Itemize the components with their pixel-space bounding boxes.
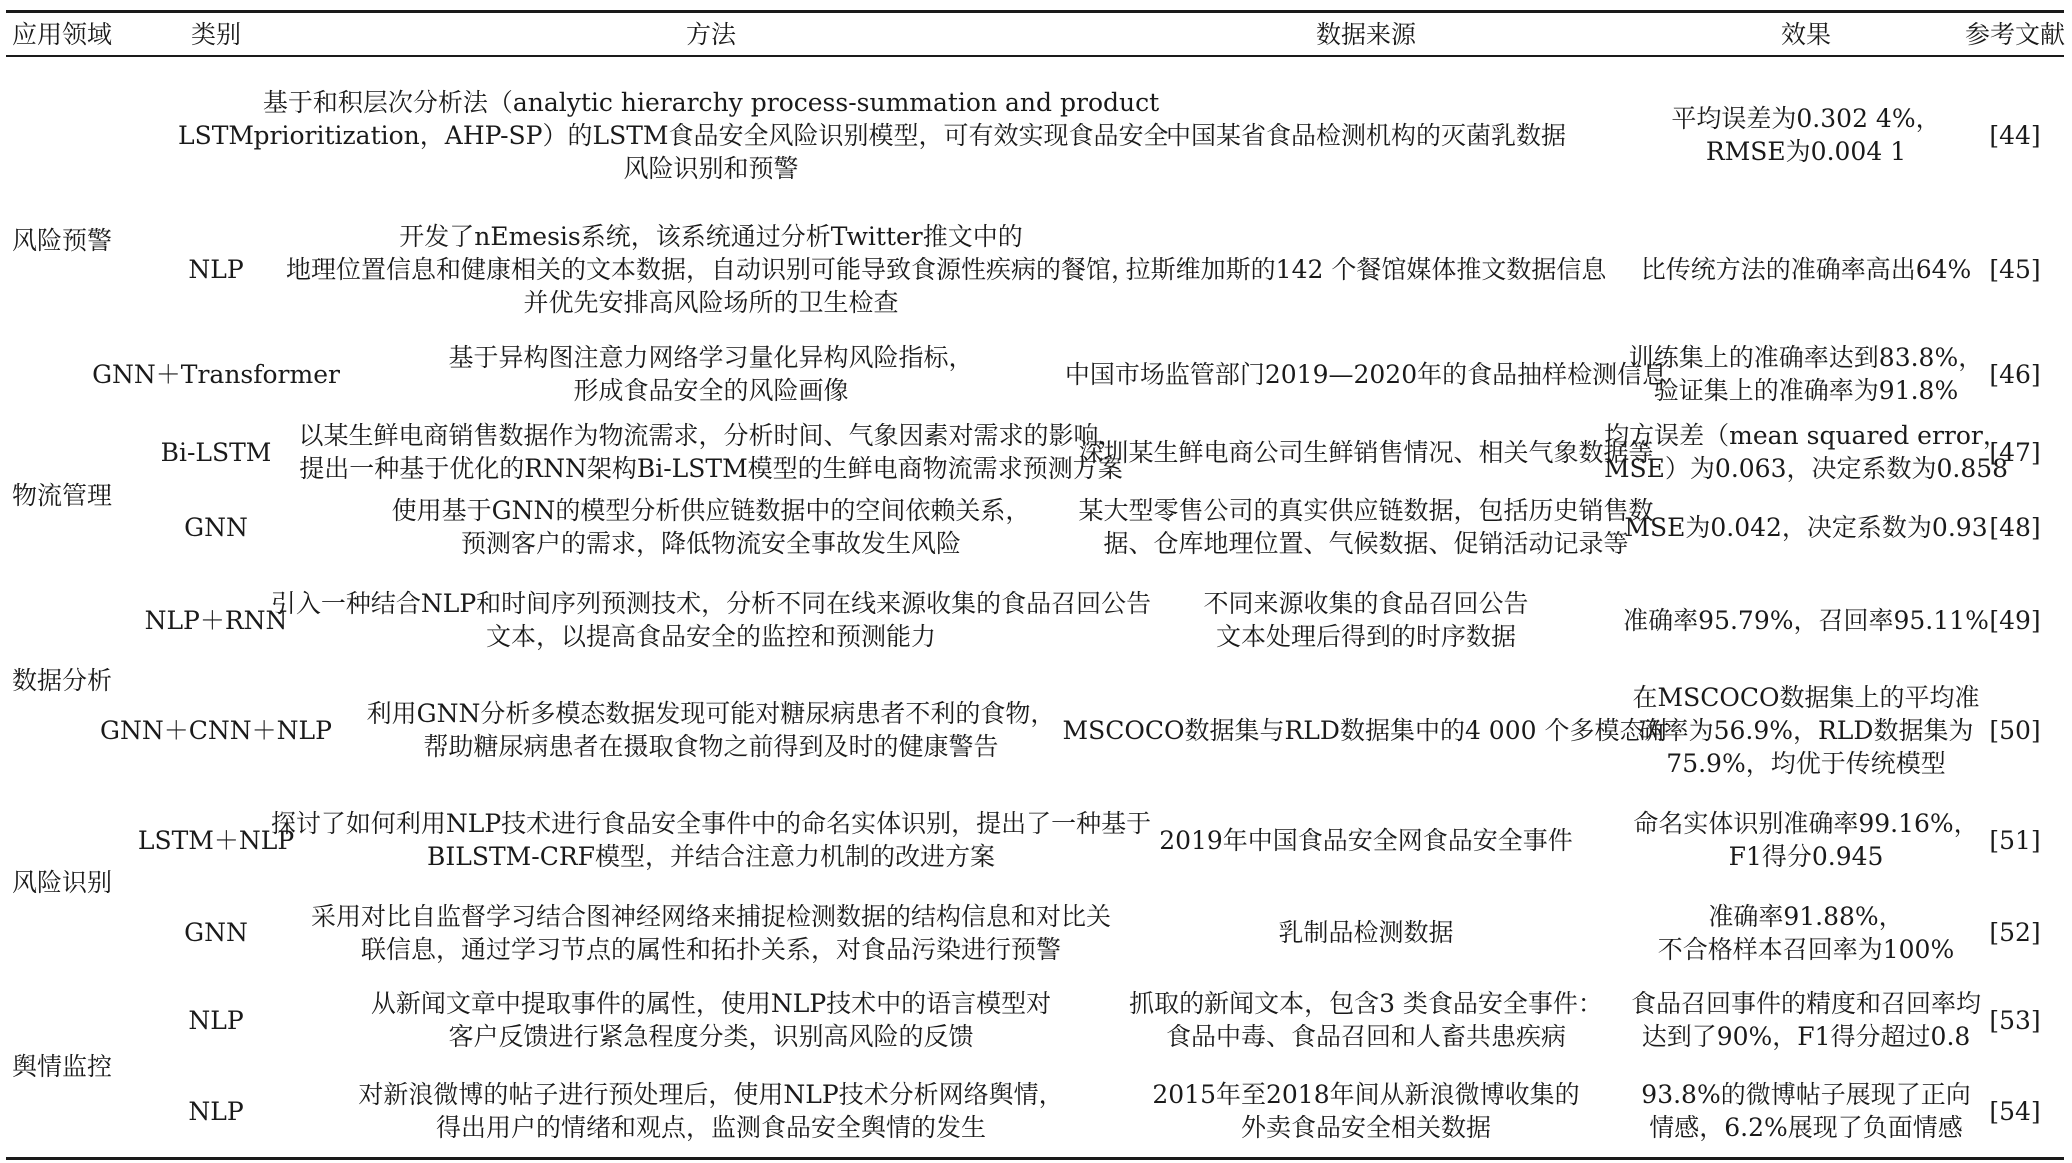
source-cell: [1096, 570, 1636, 670]
source-cell: [1064, 328, 1668, 420]
category-cell-text: [92, 358, 340, 391]
source-line: 拉斯维加斯的142 个餐馆媒体推文数据信息: [1125, 254, 1607, 284]
domain-label: 舆情监控: [12, 1051, 113, 1081]
domain-cell: [6, 570, 121, 790]
method-line: 采用对比自监督学习结合图神经网络来捕捉检测数据的结构信息和对比关: [311, 901, 1112, 931]
effect-cell-text: [1623, 604, 1989, 637]
source-cell: [1096, 210, 1636, 328]
source-line: 抓取的新闻文本，包含3 类食品安全事件：: [1129, 989, 1603, 1018]
reference-cell-text: [1989, 511, 2040, 544]
reference-cell: [1966, 890, 2064, 975]
category-line: NLP: [188, 1096, 244, 1126]
effect-cell: [1636, 1065, 1976, 1157]
method-line: 以某生鲜电商销售数据作为物流需求，分析时间、气象因素对需求的影响，: [298, 421, 1124, 450]
method-cell-text: [367, 697, 1056, 763]
domain-cell-text: [12, 866, 112, 899]
reference-cell-text: [1989, 1004, 2040, 1037]
header-cell-text: [12, 18, 112, 51]
source-cell: [1096, 975, 1636, 1065]
header-cell: [1096, 13, 1636, 55]
source-line: 深圳某生鲜电商公司生鲜销售情况、相关气象数据等: [1078, 437, 1654, 467]
reference-cell: [1966, 570, 2064, 670]
category-cell-text: [184, 511, 248, 544]
reference-line: [44]: [1989, 120, 2041, 150]
reference-cell-text: [1989, 714, 2040, 747]
effect-line: F1得分0.945: [1728, 842, 1884, 871]
source-line: 乳制品检测数据: [1278, 918, 1454, 947]
source-line: MSCOCO数据集与RLD数据集中的4 000 个多模态对: [1062, 715, 1670, 745]
method-cell-text: [358, 1078, 1063, 1144]
method-line: 开发了nEmesis系统，该系统通过分析Twitter推文中的: [399, 221, 1023, 251]
reference-cell: [1966, 670, 2064, 790]
method-cell-text: [299, 419, 1124, 485]
category-cell: [92, 328, 340, 420]
reference-line: [53]: [1989, 1005, 2041, 1035]
effect-cell: [1631, 975, 1982, 1065]
method-line: 客户反馈进行紧急程度分类，识别高风险的反馈: [448, 1022, 974, 1051]
method-line: 引入一种结合NLP和时间序列预测技术，分析不同在线来源收集的食品召回公告: [270, 589, 1152, 618]
category-cell-text: [178, 119, 254, 152]
category-cell: [100, 670, 332, 790]
effect-line: 准确率95.79%，召回率95.11%: [1623, 605, 1989, 635]
domain-label: 风险预警: [12, 225, 113, 255]
source-cell: [1096, 1065, 1636, 1157]
reference-cell: [1966, 1065, 2064, 1157]
header-label: 应用领域: [12, 19, 113, 49]
effect-cell-text: [1658, 900, 1954, 966]
method-line: 对新浪微博的帖子进行预处理后，使用NLP技术分析网络舆情，: [358, 1080, 1064, 1109]
method-cell: [298, 420, 1124, 484]
source-line: 据、仓库地理位置、气候数据、促销活动记录等: [1103, 529, 1629, 558]
effect-cell: [1632, 670, 1980, 790]
header-cell-text: [191, 18, 241, 51]
source-cell-text: [1278, 916, 1453, 949]
reference-line: [47]: [1989, 437, 2041, 467]
source-cell: [1078, 484, 1654, 570]
effect-cell: [1624, 484, 1988, 570]
header-label: 参考文献: [1965, 19, 2066, 49]
header-cell: [6, 13, 121, 55]
category-line: Bi-LSTM: [160, 437, 272, 467]
header-label: 类别: [190, 19, 241, 49]
category-cell: [106, 975, 326, 1065]
effect-line: 验证集上的准确率为91.8%: [1653, 376, 1959, 405]
reference-line: [48]: [1989, 512, 2041, 542]
method-line: prioritization，AHP-SP）的LSTM食品安全风险识别模型，可有效实现食品安全: [253, 120, 1169, 150]
method-line: 从新闻文章中提取事件的属性，使用NLP技术中的语言模型对: [370, 989, 1052, 1018]
domain-cell: [6, 420, 121, 570]
method-line: 利用GNN分析多模态数据发现可能对糖尿病患者不利的食物，: [366, 699, 1056, 728]
source-cell-text: [1152, 1078, 1579, 1144]
effect-cell: [1623, 570, 1989, 670]
reference-cell: [1966, 484, 2064, 570]
domain-cell-text: [12, 224, 112, 257]
reference-cell: [1966, 328, 2064, 420]
effect-line: MSE为0.042，决定系数为0.93: [1624, 512, 1988, 542]
method-cell-text: [271, 587, 1151, 653]
header-cell-text: [1965, 18, 2065, 51]
effect-cell: [1636, 890, 1976, 975]
reference-cell: [1966, 60, 2064, 210]
domain-cell: [6, 790, 121, 975]
effect-cell: [1636, 210, 1976, 328]
source-cell-text: [1079, 494, 1654, 560]
category-line: NLP: [188, 254, 244, 284]
effect-line: 均方误差（mean squared error，: [1604, 421, 2008, 450]
reference-cell-text: [1989, 436, 2040, 469]
source-cell-text: [1129, 987, 1603, 1053]
effect-cell: [1633, 790, 1979, 890]
method-line: 并优先安排高风险场所的卫生检查: [523, 287, 899, 317]
domain-cell-text: [12, 664, 112, 697]
header-cell: [1636, 13, 1976, 55]
header-cell-text: [686, 18, 736, 51]
category-cell-text: [188, 253, 243, 286]
category-line: LSTM: [177, 120, 254, 150]
effect-line: MSE）为0.063，决定系数为0.858: [1603, 454, 2009, 483]
category-line: LSTM＋NLP: [137, 825, 295, 855]
reference-cell: [1966, 420, 2064, 484]
method-line: 形成食品安全的风险画像: [573, 376, 849, 405]
source-line: 文本处理后得到的时序数据: [1215, 622, 1516, 651]
method-line: 风险识别和预警: [623, 153, 799, 183]
method-line: 基于异构图注意力网络学习量化异构风险指标，: [448, 343, 974, 372]
method-cell-text: [311, 900, 1111, 966]
header-label: 方法: [685, 19, 736, 49]
method-cell: [326, 1065, 1096, 1157]
effect-line: 在MSCOCO数据集上的平均准: [1632, 682, 1980, 712]
reference-line: [49]: [1989, 605, 2041, 635]
effect-cell: [1636, 60, 1976, 210]
effect-cell-text: [1624, 511, 1987, 544]
reference-cell: [1966, 210, 2064, 328]
reference-cell: [1966, 790, 2064, 890]
method-line: 得出用户的情绪和观点，监测食品安全舆情的发生: [435, 1113, 986, 1142]
effect-line: 93.8%的微博帖子展现了正向: [1641, 1080, 1971, 1109]
method-cell: [326, 484, 1096, 570]
method-line: 基于和积层次分析法（analytic hierarchy process-summation and product: [262, 87, 1160, 117]
source-cell-text: [1159, 824, 1573, 857]
source-line: 2015年至2018年间从新浪微博收集的: [1152, 1080, 1580, 1109]
category-line: NLP＋RNN: [144, 605, 288, 635]
method-cell-text: [271, 807, 1151, 873]
domain-label: 风险识别: [12, 868, 113, 897]
category-cell-text: [188, 1095, 243, 1128]
effect-cell-text: [1604, 419, 2008, 485]
effect-line: 准确率91.88%，: [1708, 901, 1904, 931]
effect-cell-text: [1629, 341, 1983, 407]
source-line: 食品中毒、食品召回和人畜共患疾病: [1165, 1022, 1566, 1051]
source-cell: [1062, 670, 1670, 790]
effect-line: 训练集上的准确率达到83.8%，: [1628, 343, 1984, 372]
domain-cell-text: [12, 1050, 112, 1083]
table-bottom-rule: [6, 1157, 2064, 1160]
source-cell: [1096, 890, 1636, 975]
method-cell-text: [448, 341, 973, 407]
method-cell: [270, 790, 1152, 890]
reference-cell-text: [1989, 253, 2040, 286]
reference-line: [51]: [1989, 825, 2041, 855]
source-line: 某大型零售公司的真实供应链数据，包括历史销售数: [1078, 496, 1654, 525]
method-cell: [270, 570, 1152, 670]
method-cell: [311, 890, 1112, 975]
effect-line: 确率为56.9%，RLD数据集为: [1638, 715, 1974, 745]
domain-cell: [6, 975, 121, 1157]
reference-line: [45]: [1989, 254, 2041, 284]
category-cell-text: [145, 604, 288, 637]
method-cell-text: [371, 987, 1051, 1053]
category-line: NLP: [188, 1005, 244, 1035]
category-cell: [106, 420, 326, 484]
reference-line: [54]: [1989, 1096, 2041, 1126]
source-cell-text: [1065, 358, 1667, 391]
source-line: 不同来源收集的食品召回公告: [1203, 589, 1529, 618]
reference-cell-text: [1989, 119, 2040, 152]
header-cell: [106, 13, 326, 55]
effect-line: 平均误差为0.302 4%，: [1671, 104, 1941, 133]
category-cell: [106, 890, 326, 975]
header-cell-text: [1781, 18, 1831, 51]
effect-line: 情感，6.2%展现了负面情感: [1649, 1113, 1963, 1142]
method-line: 地理位置信息和健康相关的文本数据，自动识别可能导致食源性疾病的餐馆，: [286, 254, 1137, 284]
reference-cell-text: [1989, 358, 2040, 391]
effect-cell-text: [1631, 987, 1981, 1053]
reference-cell-text: [1989, 916, 2040, 949]
method-line: BILSTM-CRF模型，并结合注意力机制的改进方案: [427, 842, 995, 871]
method-line: 预测客户的需求，降低物流安全事故发生风险: [460, 529, 961, 558]
effect-cell-text: [1633, 681, 1980, 780]
header-label: 数据来源: [1315, 19, 1416, 49]
method-line: 联信息，通过学习节点的属性和拓扑关系，对食品污染进行预警: [361, 934, 1062, 964]
method-line: 帮助糖尿病患者在摄取食物之前得到及时的健康警告: [423, 732, 999, 761]
method-line: 探讨了如何利用NLP技术进行食品安全事件中的命名实体识别，提出了一种基于: [270, 809, 1152, 838]
reference-cell-text: [1989, 1095, 2040, 1128]
method-cell: [326, 975, 1096, 1065]
domain-cell-text: [12, 479, 112, 512]
method-cell: [326, 328, 1096, 420]
category-cell-text: [184, 916, 248, 949]
category-cell: [106, 484, 326, 570]
method-cell: [253, 60, 1169, 210]
category-cell: [106, 1065, 326, 1157]
source-cell-text: [1126, 253, 1607, 286]
effect-line: 命名实体识别准确率99.16%，: [1633, 809, 1979, 838]
reference-cell-text: [1989, 604, 2040, 637]
category-cell-text: [188, 1004, 243, 1037]
source-line: 中国某省食品检测机构的灭菌乳数据: [1165, 120, 1566, 150]
effect-line: 达到了90%，F1得分超过0.8: [1641, 1022, 1971, 1051]
effect-line: RMSE为0.004 1: [1705, 137, 1907, 166]
category-line: GNN: [184, 918, 248, 947]
category-line: GNN＋Transformer: [92, 359, 340, 389]
method-cell: [326, 670, 1096, 790]
effect-cell-text: [1671, 102, 1940, 168]
reference-line: [50]: [1989, 715, 2041, 745]
effect-line: 75.9%，均优于传统模型: [1666, 748, 1946, 778]
effect-line: 不合格样本召回率为100%: [1657, 934, 1955, 964]
effect-line: 食品召回事件的精度和召回率均: [1631, 989, 1982, 1018]
method-cell-text: [392, 494, 1031, 560]
source-cell: [1078, 420, 1654, 484]
effect-cell: [1628, 328, 1984, 420]
method-line: 使用基于GNN的模型分析供应链数据中的空间依赖关系，: [391, 496, 1031, 525]
reference-cell-text: [1989, 824, 2040, 857]
domain-label: 数据分析: [12, 665, 113, 695]
method-line: 提出一种基于优化的RNN架构Bi-LSTM模型的生鲜电商物流需求预测方案: [299, 454, 1123, 483]
category-cell-text: [100, 714, 332, 747]
method-cell-text: [286, 220, 1136, 319]
header-cell-text: [1316, 18, 1416, 51]
reference-cell: [1966, 975, 2064, 1065]
category-line: GNN＋CNN＋NLP: [100, 715, 332, 745]
method-cell-text: [254, 86, 1169, 185]
source-line: 中国市场监管部门2019—2020年的食品抽样检测信息: [1064, 359, 1668, 389]
source-cell: [1096, 60, 1636, 210]
source-line: 外卖食品安全相关数据: [1240, 1113, 1491, 1142]
effect-cell-text: [1633, 807, 1978, 873]
header-cell: [1966, 13, 2064, 55]
source-cell-text: [1079, 436, 1654, 469]
effect-cell-text: [1641, 253, 1972, 286]
domain-label: 物流管理: [12, 480, 113, 510]
header-cell: [326, 13, 1096, 55]
reference-line: [46]: [1989, 359, 2041, 389]
method-cell: [286, 210, 1137, 328]
effect-cell-text: [1641, 1078, 1970, 1144]
header-label: 效果: [1780, 19, 1831, 49]
reference-line: [52]: [1989, 918, 2041, 947]
source-cell-text: [1063, 714, 1670, 747]
effect-cell: [1603, 420, 2009, 484]
category-cell-text: [161, 436, 272, 469]
header-rule: [6, 55, 2064, 57]
effect-line: 比传统方法的准确率高出64%: [1640, 254, 1972, 284]
category-line: GNN: [184, 512, 248, 542]
source-line: 2019年中国食品安全网食品安全事件: [1159, 825, 1573, 855]
source-cell-text: [1166, 119, 1566, 152]
source-cell: [1096, 790, 1636, 890]
method-line: 文本，以提高食品安全的监控和预测能力: [485, 622, 936, 651]
source-cell-text: [1203, 587, 1528, 653]
